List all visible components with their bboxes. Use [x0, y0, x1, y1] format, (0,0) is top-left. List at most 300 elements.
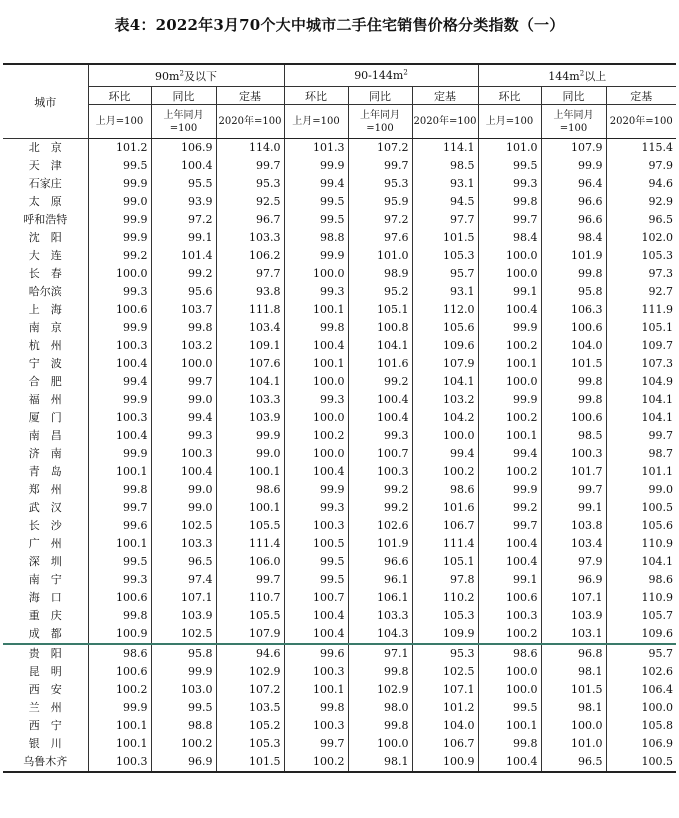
index-cell: 97.6	[348, 229, 412, 247]
index-cell: 95.3	[348, 175, 412, 193]
index-cell: 99.7	[284, 735, 348, 753]
index-cell: 98.7	[606, 445, 676, 463]
index-cell: 100.4	[284, 607, 348, 625]
index-cell: 100.4	[348, 391, 412, 409]
table-row	[3, 175, 676, 193]
sub-header: 环比	[88, 87, 151, 105]
index-cell: 99.9	[284, 481, 348, 499]
index-cell: 101.6	[348, 355, 412, 373]
index-cell: 99.5	[88, 553, 151, 571]
table-row	[3, 337, 676, 355]
city-cell: 武 汉	[3, 499, 88, 517]
index-cell: 98.5	[412, 157, 478, 175]
city-cell: 乌鲁木齐	[3, 753, 88, 772]
index-cell: 100.4	[151, 463, 216, 481]
index-cell: 104.1	[606, 553, 676, 571]
table-row	[3, 229, 676, 247]
index-cell: 101.6	[412, 499, 478, 517]
index-cell: 100.1	[284, 355, 348, 373]
index-cell: 100.3	[284, 517, 348, 535]
city-cell: 西 安	[3, 681, 88, 699]
table-row	[3, 427, 676, 445]
index-cell: 98.0	[348, 699, 412, 717]
city-cell: 成 都	[3, 625, 88, 644]
city-cell: 昆 明	[3, 663, 88, 681]
index-cell: 99.9	[88, 391, 151, 409]
page-title: 表4：2022年3月70个大中城市二手住宅销售价格分类指数（一）	[114, 16, 565, 34]
index-cell: 104.1	[216, 373, 284, 391]
table-row	[3, 211, 676, 229]
index-cell: 97.7	[412, 211, 478, 229]
index-cell: 99.9	[541, 157, 606, 175]
index-cell: 96.4	[541, 175, 606, 193]
index-cell: 101.1	[606, 463, 676, 481]
index-cell: 111.4	[412, 535, 478, 553]
table-row	[3, 717, 676, 735]
index-cell: 101.0	[348, 247, 412, 265]
index-cell: 99.0	[151, 481, 216, 499]
index-cell: 99.7	[151, 373, 216, 391]
table-row	[3, 301, 676, 319]
index-cell: 98.5	[541, 427, 606, 445]
index-cell: 99.6	[88, 517, 151, 535]
index-cell: 99.6	[284, 644, 348, 663]
index-cell: 105.1	[348, 301, 412, 319]
city-cell: 哈尔滨	[3, 283, 88, 301]
index-cell: 111.9	[606, 301, 676, 319]
index-cell: 96.5	[151, 553, 216, 571]
index-cell: 97.9	[541, 553, 606, 571]
city-cell: 大 连	[3, 247, 88, 265]
table-row	[3, 283, 676, 301]
index-cell: 99.8	[541, 373, 606, 391]
index-cell: 105.1	[412, 553, 478, 571]
city-cell: 厦 门	[3, 409, 88, 427]
index-cell: 110.2	[412, 589, 478, 607]
index-cell: 98.6	[88, 644, 151, 663]
city-header: 城市	[3, 64, 88, 139]
index-cell: 97.3	[606, 265, 676, 283]
index-cell: 107.1	[151, 589, 216, 607]
index-cell: 98.4	[541, 229, 606, 247]
index-cell: 102.5	[151, 517, 216, 535]
index-cell: 98.6	[606, 571, 676, 589]
index-cell: 99.1	[478, 571, 541, 589]
index-cell: 103.1	[541, 625, 606, 644]
index-cell: 99.2	[478, 499, 541, 517]
index-cell: 99.1	[541, 499, 606, 517]
index-cell: 105.6	[412, 319, 478, 337]
index-cell: 99.8	[478, 193, 541, 211]
index-cell: 100.1	[88, 463, 151, 481]
index-cell: 92.9	[606, 193, 676, 211]
index-cell: 96.5	[541, 753, 606, 772]
index-cell: 99.4	[284, 175, 348, 193]
index-cell: 105.6	[606, 517, 676, 535]
city-cell: 沈 阳	[3, 229, 88, 247]
index-cell: 98.4	[478, 229, 541, 247]
table-row	[3, 663, 676, 681]
index-cell: 107.9	[216, 625, 284, 644]
index-cell: 105.5	[216, 607, 284, 625]
table-row	[3, 589, 676, 607]
index-cell: 98.6	[216, 481, 284, 499]
index-cell: 115.4	[606, 139, 676, 158]
index-cell: 105.8	[606, 717, 676, 735]
index-cell: 100.6	[478, 589, 541, 607]
index-cell: 101.5	[412, 229, 478, 247]
index-cell: 98.1	[348, 753, 412, 772]
index-cell: 95.5	[151, 175, 216, 193]
index-cell: 101.2	[88, 139, 151, 158]
basis-header: 上年同月=100	[541, 105, 606, 139]
index-cell: 109.7	[606, 337, 676, 355]
index-cell: 95.7	[412, 265, 478, 283]
index-cell: 100.0	[151, 355, 216, 373]
index-cell: 99.5	[88, 157, 151, 175]
table-row	[3, 517, 676, 535]
table-row	[3, 499, 676, 517]
index-cell: 100.3	[284, 663, 348, 681]
index-cell: 101.5	[541, 681, 606, 699]
index-cell: 100.3	[88, 753, 151, 772]
sub-header: 同比	[151, 87, 216, 105]
index-cell: 99.2	[88, 247, 151, 265]
sub-header: 同比	[541, 87, 606, 105]
index-cell: 95.6	[151, 283, 216, 301]
city-cell: 郑 州	[3, 481, 88, 499]
city-cell: 福 州	[3, 391, 88, 409]
index-cell: 99.0	[88, 193, 151, 211]
price-index-table	[3, 63, 676, 773]
index-cell: 99.3	[284, 499, 348, 517]
index-cell: 106.9	[606, 735, 676, 753]
index-cell: 105.5	[216, 517, 284, 535]
index-cell: 102.5	[151, 625, 216, 644]
index-cell: 103.7	[151, 301, 216, 319]
index-cell: 100.1	[284, 301, 348, 319]
index-cell: 103.9	[541, 607, 606, 625]
index-cell: 100.2	[478, 337, 541, 355]
index-cell: 103.0	[151, 681, 216, 699]
basis-header: 上年同月=100	[151, 105, 216, 139]
table-row	[3, 463, 676, 481]
table-row	[3, 391, 676, 409]
index-cell: 100.9	[412, 753, 478, 772]
group-header: $144m^2$以上	[478, 64, 676, 87]
index-cell: 99.7	[348, 157, 412, 175]
index-cell: 106.4	[606, 681, 676, 699]
index-cell: 99.4	[88, 373, 151, 391]
table-row	[3, 535, 676, 553]
index-cell: 103.8	[541, 517, 606, 535]
index-cell: 100.2	[284, 753, 348, 772]
index-cell: 100.0	[478, 373, 541, 391]
index-cell: 109.6	[412, 337, 478, 355]
index-cell: 99.0	[606, 481, 676, 499]
index-cell: 99.9	[88, 699, 151, 717]
index-cell: 106.1	[348, 589, 412, 607]
index-cell: 103.9	[216, 409, 284, 427]
index-cell: 106.9	[151, 139, 216, 158]
index-cell: 100.4	[88, 355, 151, 373]
index-cell: 99.5	[478, 157, 541, 175]
index-cell: 102.9	[348, 681, 412, 699]
index-cell: 96.9	[541, 571, 606, 589]
index-cell: 100.1	[88, 535, 151, 553]
index-cell: 100.1	[216, 463, 284, 481]
index-cell: 97.2	[348, 211, 412, 229]
index-cell: 100.1	[478, 427, 541, 445]
index-cell: 96.5	[606, 211, 676, 229]
city-cell: 深 圳	[3, 553, 88, 571]
index-cell: 107.2	[216, 681, 284, 699]
index-cell: 99.3	[348, 427, 412, 445]
index-cell: 100.2	[284, 427, 348, 445]
table-row	[3, 699, 676, 717]
index-cell: 114.0	[216, 139, 284, 158]
index-cell: 100.3	[541, 445, 606, 463]
index-cell: 99.1	[151, 229, 216, 247]
index-cell: 107.9	[412, 355, 478, 373]
index-cell: 103.4	[541, 535, 606, 553]
index-cell: 100.4	[88, 427, 151, 445]
city-cell: 青 岛	[3, 463, 88, 481]
index-cell: 95.3	[412, 644, 478, 663]
city-cell: 太 原	[3, 193, 88, 211]
index-cell: 105.3	[412, 247, 478, 265]
index-cell: 106.7	[412, 735, 478, 753]
index-cell: 109.6	[606, 625, 676, 644]
index-cell: 100.2	[478, 625, 541, 644]
index-cell: 100.3	[151, 445, 216, 463]
index-cell: 99.3	[284, 391, 348, 409]
index-cell: 100.8	[348, 319, 412, 337]
index-cell: 94.5	[412, 193, 478, 211]
index-cell: 99.9	[88, 319, 151, 337]
index-cell: 100.3	[284, 717, 348, 735]
index-cell: 98.1	[541, 663, 606, 681]
index-cell: 101.9	[348, 535, 412, 553]
index-cell: 100.0	[412, 427, 478, 445]
index-cell: 100.0	[478, 681, 541, 699]
index-cell: 104.1	[348, 337, 412, 355]
basis-header: 2020年=100	[216, 105, 284, 139]
city-cell: 呼和浩特	[3, 211, 88, 229]
index-cell: 95.9	[348, 193, 412, 211]
index-cell: 92.7	[606, 283, 676, 301]
index-cell: 97.1	[348, 644, 412, 663]
index-cell: 93.9	[151, 193, 216, 211]
city-cell: 银 川	[3, 735, 88, 753]
city-cell: 杭 州	[3, 337, 88, 355]
index-cell: 99.7	[478, 517, 541, 535]
index-cell: 100.0	[541, 717, 606, 735]
index-cell: 101.3	[284, 139, 348, 158]
index-cell: 107.2	[348, 139, 412, 158]
index-cell: 102.9	[216, 663, 284, 681]
index-cell: 99.3	[88, 571, 151, 589]
group-header: $90-144m^2$	[284, 64, 478, 87]
index-cell: 112.0	[412, 301, 478, 319]
index-cell: 99.8	[348, 663, 412, 681]
city-cell: 长 沙	[3, 517, 88, 535]
table-row	[3, 753, 676, 772]
index-cell: 104.1	[606, 391, 676, 409]
index-cell: 99.3	[478, 175, 541, 193]
index-cell: 109.1	[216, 337, 284, 355]
index-cell: 101.9	[541, 247, 606, 265]
index-cell: 111.8	[216, 301, 284, 319]
index-cell: 99.9	[216, 427, 284, 445]
index-cell: 98.6	[412, 481, 478, 499]
index-cell: 100.4	[478, 301, 541, 319]
city-cell: 兰 州	[3, 699, 88, 717]
index-cell: 104.3	[348, 625, 412, 644]
index-cell: 107.1	[541, 589, 606, 607]
index-cell: 99.0	[216, 445, 284, 463]
index-cell: 100.4	[478, 535, 541, 553]
basis-header: 2020年=100	[412, 105, 478, 139]
basis-header: 上月=100	[284, 105, 348, 139]
index-cell: 103.5	[216, 699, 284, 717]
sub-header: 同比	[348, 87, 412, 105]
index-cell: 99.9	[88, 175, 151, 193]
index-cell: 103.2	[151, 337, 216, 355]
index-cell: 99.8	[151, 319, 216, 337]
index-cell: 95.8	[541, 283, 606, 301]
index-cell: 96.6	[348, 553, 412, 571]
index-cell: 105.1	[606, 319, 676, 337]
index-cell: 94.6	[606, 175, 676, 193]
index-cell: 95.3	[216, 175, 284, 193]
index-cell: 98.6	[478, 644, 541, 663]
index-cell: 99.8	[478, 735, 541, 753]
table-row	[3, 481, 676, 499]
index-cell: 99.8	[348, 717, 412, 735]
index-cell: 98.8	[284, 229, 348, 247]
index-cell: 93.8	[216, 283, 284, 301]
index-cell: 99.5	[284, 193, 348, 211]
index-cell: 100.6	[88, 589, 151, 607]
index-cell: 107.6	[216, 355, 284, 373]
city-cell: 贵 阳	[3, 644, 88, 663]
index-cell: 99.1	[478, 283, 541, 301]
index-cell: 98.1	[541, 699, 606, 717]
index-cell: 99.5	[151, 699, 216, 717]
table-row	[3, 157, 676, 175]
table-row	[3, 193, 676, 211]
city-cell: 长 春	[3, 265, 88, 283]
index-cell: 99.8	[541, 391, 606, 409]
index-cell: 99.8	[541, 265, 606, 283]
index-cell: 102.6	[348, 517, 412, 535]
sub-header: 定基	[412, 87, 478, 105]
index-cell: 104.0	[412, 717, 478, 735]
index-cell: 100.0	[284, 265, 348, 283]
index-cell: 99.0	[151, 499, 216, 517]
sub-header: 环比	[284, 87, 348, 105]
index-cell: 100.4	[284, 337, 348, 355]
index-cell: 99.4	[151, 409, 216, 427]
index-cell: 104.2	[412, 409, 478, 427]
index-cell: 99.4	[478, 445, 541, 463]
index-cell: 99.2	[151, 265, 216, 283]
table-row	[3, 373, 676, 391]
index-cell: 100.0	[284, 445, 348, 463]
index-cell: 100.4	[151, 157, 216, 175]
index-cell: 100.0	[284, 409, 348, 427]
index-cell: 96.6	[541, 193, 606, 211]
index-cell: 97.8	[412, 571, 478, 589]
index-cell: 99.0	[151, 391, 216, 409]
index-cell: 99.7	[541, 481, 606, 499]
table-row	[3, 139, 676, 158]
index-cell: 102.5	[412, 663, 478, 681]
index-cell: 110.7	[216, 589, 284, 607]
index-cell: 100.5	[284, 535, 348, 553]
index-cell: 92.5	[216, 193, 284, 211]
index-cell: 99.7	[216, 157, 284, 175]
index-cell: 100.0	[478, 265, 541, 283]
index-cell: 99.9	[284, 247, 348, 265]
index-cell: 100.0	[478, 663, 541, 681]
index-cell: 100.2	[478, 463, 541, 481]
index-cell: 96.8	[541, 644, 606, 663]
index-cell: 103.4	[216, 319, 284, 337]
index-cell: 100.3	[478, 607, 541, 625]
index-cell: 103.3	[216, 391, 284, 409]
table-row	[3, 247, 676, 265]
index-cell: 100.2	[412, 463, 478, 481]
city-cell: 南 京	[3, 319, 88, 337]
index-cell: 100.3	[88, 409, 151, 427]
index-cell: 105.2	[216, 717, 284, 735]
index-cell: 110.9	[606, 589, 676, 607]
index-cell: 100.4	[348, 409, 412, 427]
index-cell: 100.1	[88, 717, 151, 735]
index-cell: 100.0	[348, 735, 412, 753]
index-cell: 100.6	[541, 409, 606, 427]
index-cell: 114.1	[412, 139, 478, 158]
index-cell: 106.3	[541, 301, 606, 319]
index-cell: 99.2	[348, 499, 412, 517]
index-cell: 99.8	[284, 319, 348, 337]
sub-header: 定基	[606, 87, 676, 105]
index-cell: 99.9	[151, 663, 216, 681]
index-cell: 99.9	[88, 229, 151, 247]
index-cell: 97.4	[151, 571, 216, 589]
index-cell: 100.4	[284, 625, 348, 644]
index-cell: 100.1	[216, 499, 284, 517]
basis-header: 上月=100	[88, 105, 151, 139]
index-cell: 101.0	[478, 139, 541, 158]
index-cell: 106.7	[412, 517, 478, 535]
index-cell: 105.3	[412, 607, 478, 625]
index-cell: 93.1	[412, 175, 478, 193]
index-cell: 93.1	[412, 283, 478, 301]
index-cell: 103.2	[412, 391, 478, 409]
table-row	[3, 571, 676, 589]
index-cell: 96.6	[541, 211, 606, 229]
index-cell: 100.1	[284, 681, 348, 699]
index-cell: 95.8	[151, 644, 216, 663]
index-cell: 104.1	[606, 409, 676, 427]
index-cell: 99.3	[284, 283, 348, 301]
index-cell: 107.1	[412, 681, 478, 699]
index-cell: 100.3	[88, 337, 151, 355]
index-cell: 100.4	[478, 753, 541, 772]
